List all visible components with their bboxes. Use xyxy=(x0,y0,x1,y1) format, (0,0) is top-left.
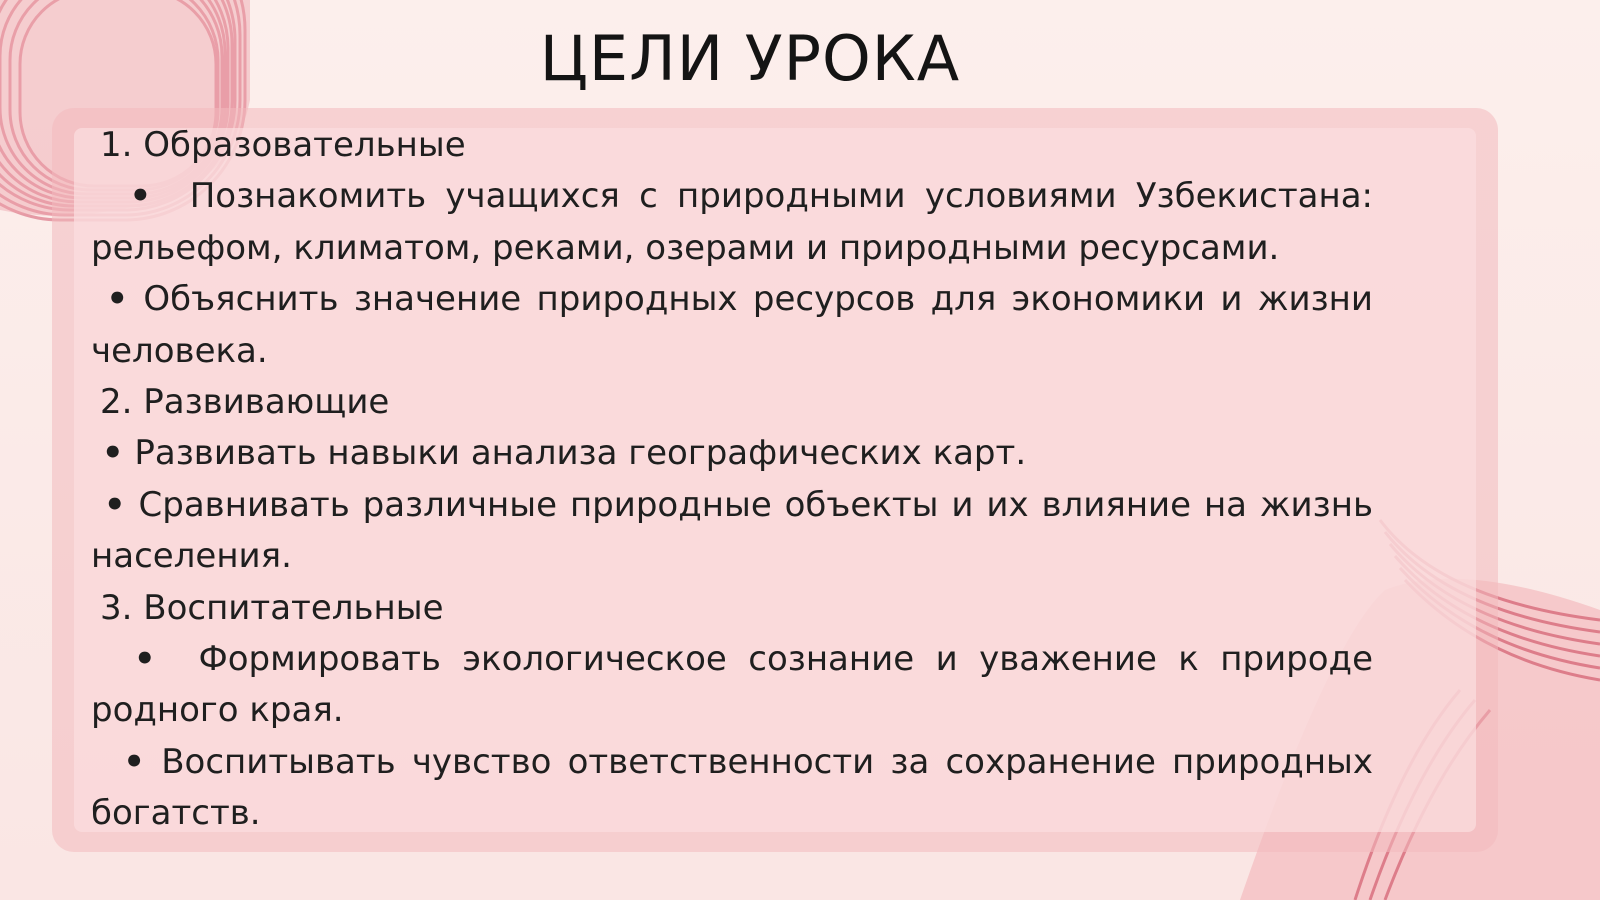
bullet-item xyxy=(91,480,1373,583)
section-heading-developing: 2. Развивающие xyxy=(100,382,390,423)
bullet-item xyxy=(91,171,1373,274)
bullet-icon: • xyxy=(129,176,152,217)
bullet-item xyxy=(91,737,1373,840)
bullet-text: Объяснить значение природных ресурсов для экономики и жизни человека. xyxy=(91,279,1373,371)
bullet-icon: • xyxy=(133,639,156,680)
bullet-text: Воспитывать чувство ответственности за сохранение природных богатств. xyxy=(91,741,1374,834)
bullet-text: Формировать экологическое сознание и уважение к природе родного края. xyxy=(91,639,1373,731)
bullet-text: Сравнивать различные природные объекты и их влияние на жизнь населения. xyxy=(91,484,1373,577)
bullet-icon: • xyxy=(123,741,146,782)
bullet-icon: • xyxy=(103,484,126,525)
section-heading-educational: 1. Образовательные xyxy=(100,125,466,165)
bullet-icon: • xyxy=(106,279,129,320)
slide-title: ЦЕЛИ УРОКА xyxy=(539,22,961,95)
bullet-text: Познакомить учащихся с природными условиями Узбекистана: рельефом, климатом, реками, озерами и природными ресурсами. xyxy=(91,176,1373,268)
bullet-icon: • xyxy=(101,433,124,474)
bullet-text: Развивать навыки анализа географических карт. xyxy=(134,433,1027,474)
goals-content xyxy=(91,120,1373,840)
bullet-item xyxy=(91,428,1373,479)
bullet-item xyxy=(91,274,1373,377)
section-heading-educational-upbringing: 3. Воспитательные xyxy=(100,587,444,628)
bullet-item xyxy=(91,634,1373,737)
